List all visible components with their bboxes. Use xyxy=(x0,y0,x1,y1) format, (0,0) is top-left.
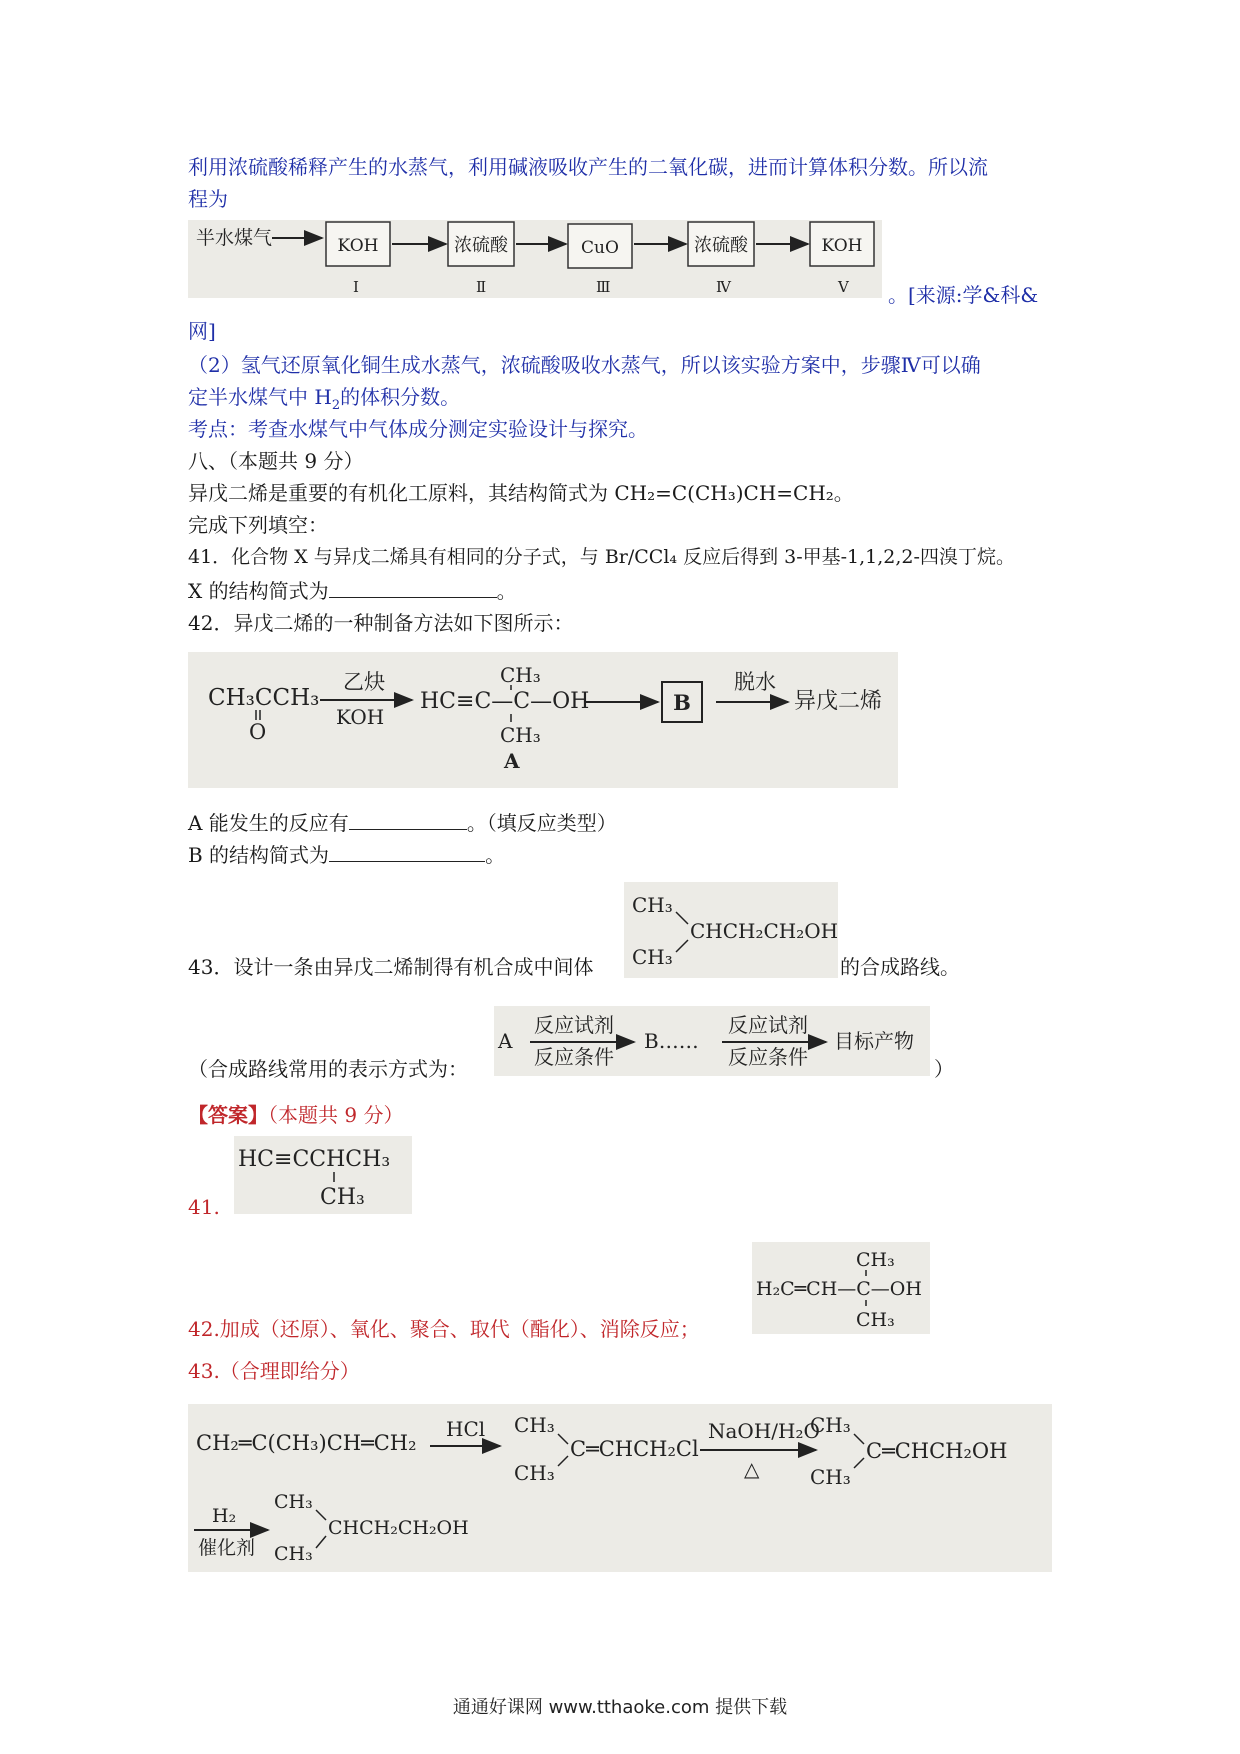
section-heading: 八、（本题共 9 分） xyxy=(188,449,364,473)
bond xyxy=(676,912,688,924)
intermediate-chain: CHCH₂CH₂OH xyxy=(690,919,838,943)
route-format-condition-1: 反应条件 xyxy=(534,1045,614,1069)
route43-reagent-3-bottom: 催化剂 xyxy=(198,1537,256,1559)
bond xyxy=(316,1536,326,1548)
flow-box-3-label: CuO xyxy=(581,238,619,258)
bond xyxy=(558,1434,568,1444)
answer-42-methyl-top: CH₃ xyxy=(856,1249,895,1271)
route-format-target: 目标产物 xyxy=(834,1029,914,1053)
explanation-para2-line1: （2）氢气还原氧化铜生成水蒸气，浓硫酸吸收水蒸气，所以该实验方案中，步骤Ⅳ可以确 xyxy=(188,353,981,377)
route43-start: CH₂═C(CH₃)CH═CH₂ xyxy=(196,1431,417,1455)
scheme-product-a: HC≡C—C—OH xyxy=(420,689,590,714)
intermediate-methyl-top: CH₃ xyxy=(632,893,673,917)
scheme-reagent-top: 乙炔 xyxy=(343,670,385,694)
q42-a-text: A 能发生的反应有 xyxy=(188,811,349,835)
intermediate-methyl-bottom: CH₃ xyxy=(632,945,673,969)
scheme-label-a: A xyxy=(504,749,520,773)
route43-p3-methyl-bottom: CH₃ xyxy=(274,1543,313,1565)
answer-label: 【答案】 xyxy=(188,1103,268,1127)
para2-text: 定半水煤气中 H xyxy=(188,385,332,409)
page-footer: 通通好课网 www.tthaoke.com 提供下载 xyxy=(452,1697,788,1718)
q42-b-line xyxy=(188,840,505,870)
flow-numeral-5: Ⅴ xyxy=(838,278,849,296)
flow-start-label: 半水煤气 xyxy=(196,227,273,249)
q42-line: 42．异戊二烯的一种制备方法如下图所示： xyxy=(188,611,574,635)
scheme-reactant: CH₃CCH₃ xyxy=(208,685,320,711)
flow-numeral-2: Ⅱ xyxy=(476,278,487,296)
route43-reagent-2-top: NaOH/H₂O xyxy=(708,1419,820,1443)
q41-text: X 的结构简式为 xyxy=(188,579,329,603)
flow-numeral-3: Ⅲ xyxy=(596,278,611,296)
scheme-reagent-bottom: KOH xyxy=(336,705,385,729)
route43-p3-methyl-top: CH₃ xyxy=(274,1491,313,1513)
intermediate-structure xyxy=(624,882,838,978)
scheme-reactant-oxygen: O xyxy=(249,720,267,744)
fill-instruction: 完成下列填空： xyxy=(188,513,328,537)
para2-text-end: 的体积分数。 xyxy=(340,385,461,409)
route43-p2-methyl-top: CH₃ xyxy=(810,1413,851,1437)
answer-score: （本题共 9 分） xyxy=(268,1103,404,1127)
q41-answer-blank xyxy=(329,577,497,598)
q42-a-line xyxy=(188,808,617,838)
route-format-b: B…… xyxy=(644,1029,699,1053)
scheme-product-bottom-methyl: CH₃ xyxy=(500,723,541,747)
para2-subscript: 2 xyxy=(331,398,341,413)
q42-b-answer-blank xyxy=(329,841,485,862)
scheme-box-b-label: B xyxy=(673,690,691,715)
route-format-figure xyxy=(494,1006,930,1076)
answer-43-text: 43.（合理即给分） xyxy=(188,1359,360,1383)
q42-a-answer-blank xyxy=(349,809,467,830)
route-note-prefix: （合成路线常用的表示方式为： xyxy=(188,1057,468,1081)
answer-42-chain: H₂C═CH—C—OH xyxy=(756,1278,922,1300)
route43-p1-methyl-top: CH₃ xyxy=(514,1413,555,1437)
bond xyxy=(854,1434,864,1444)
scheme-product-top-methyl: CH₃ xyxy=(500,663,541,687)
answer-42-structure xyxy=(752,1242,930,1334)
scheme-42-figure xyxy=(188,652,898,788)
section-intro: 异戊二烯是重要的有机化工原料，其结构简式为 CH₂=C(CH₃)CH=CH₂。 xyxy=(188,481,854,505)
explanation-line-1: 利用浓硫酸稀释产生的水蒸气，利用碱液吸收产生的二氧化碳，进而计算体积分数。所以流 xyxy=(188,155,988,179)
answer-heading xyxy=(188,1100,403,1130)
route-format-reagent-1: 反应试剂 xyxy=(534,1013,614,1037)
flow-figure xyxy=(188,220,882,298)
route43-p3-chain: CHCH₂CH₂OH xyxy=(328,1517,469,1539)
answer-42-methyl-bottom: CH₃ xyxy=(856,1309,895,1331)
flow-box-4-label: 浓硫酸 xyxy=(694,235,748,256)
route-note-suffix: ） xyxy=(934,1057,954,1081)
q42-b-text: B 的结构简式为 xyxy=(188,843,330,867)
answer-41-label: 41. xyxy=(188,1195,220,1219)
route43-p1-methyl-bottom: CH₃ xyxy=(514,1461,555,1485)
flow-box-2-label: 浓硫酸 xyxy=(454,235,508,256)
answer-43-route-figure xyxy=(188,1404,1052,1572)
route-format-a: A xyxy=(498,1029,513,1053)
route43-p2-methyl-bottom: CH₃ xyxy=(810,1465,851,1489)
bond xyxy=(676,940,688,952)
route43-reagent-2-bottom: △ xyxy=(744,1457,760,1481)
bond xyxy=(558,1456,568,1466)
route43-p1-chain: C═CHCH₂Cl xyxy=(570,1437,699,1461)
q41-line2 xyxy=(188,576,517,606)
route43-p2-chain: C═CHCH₂OH xyxy=(866,1439,1008,1463)
q42-b-text-end: 。 xyxy=(485,843,506,867)
q43-prefix: 43．设计一条由异戊二烯制得有机合成中间体 xyxy=(188,955,594,979)
source-tail-2: 网] xyxy=(188,319,216,343)
q41-line1: 41．化合物 X 与异戊二烯具有相同的分子式，与 Br/CCl₄ 反应后得到 3-甲基-1,1,2,2-四溴丁烷。 xyxy=(188,546,1015,568)
flow-numeral-1: Ⅰ xyxy=(353,278,359,296)
route43-reagent-1: HCl xyxy=(446,1417,486,1441)
answer-42-text: 42.加成（还原）、氧化、聚合、取代（酯化）、消除反应； xyxy=(188,1317,700,1341)
route43-reagent-3-top: H₂ xyxy=(212,1505,237,1527)
flow-box-5-label: KOH xyxy=(821,236,863,256)
q43-suffix: 的合成路线。 xyxy=(840,955,960,979)
route-format-reagent-2: 反应试剂 xyxy=(728,1013,808,1037)
source-tail: 。[来源:学&科& xyxy=(888,283,1039,307)
answer-41-chain: HC≡CCHCH₃ xyxy=(238,1147,391,1172)
bond xyxy=(854,1458,864,1468)
answer-41-methyl: CH₃ xyxy=(320,1185,365,1210)
scheme-dehydrate: 脱水 xyxy=(734,670,776,694)
kaodian-line: 考点：考查水煤气中气体成分测定实验设计与探究。 xyxy=(188,417,648,441)
flow-box-1-label: KOH xyxy=(337,236,379,256)
answer-41-structure xyxy=(234,1136,412,1214)
bond xyxy=(316,1510,326,1520)
route-format-condition-2: 反应条件 xyxy=(728,1045,808,1069)
scheme-final-product: 异戊二烯 xyxy=(794,689,883,714)
q42-a-text-end: 。（填反应类型） xyxy=(466,811,617,835)
q41-text-end: 。 xyxy=(496,579,517,603)
explanation-line-2: 程为 xyxy=(188,187,228,211)
flow-numeral-4: Ⅳ xyxy=(716,278,731,296)
